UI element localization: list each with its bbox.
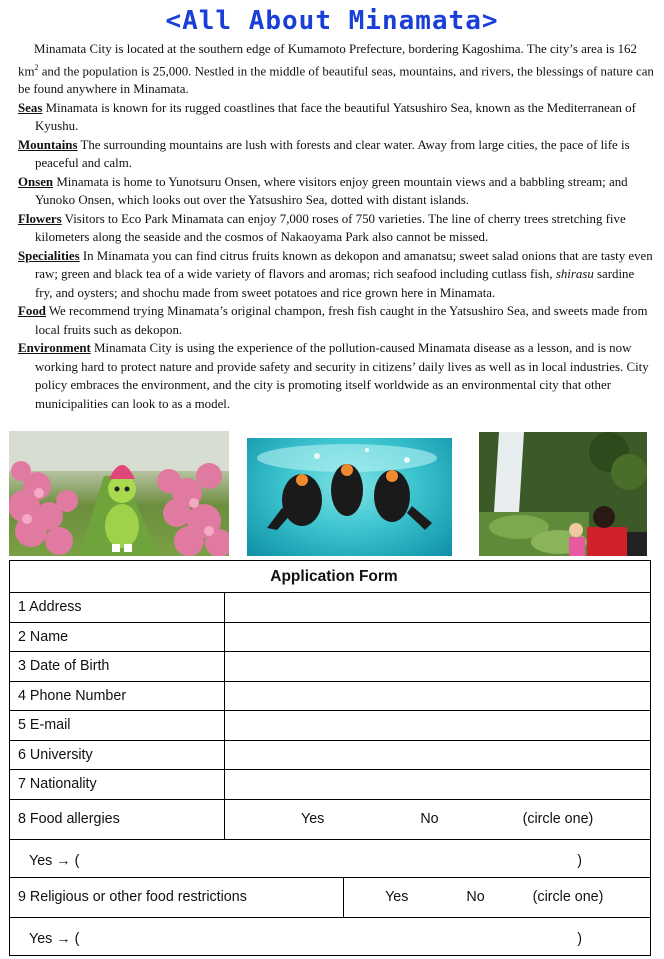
application-form — [9, 560, 651, 956]
intro-paragraph — [18, 40, 654, 99]
diving-image — [247, 438, 452, 556]
diving-photo — [247, 438, 452, 556]
section-text: We recommend trying Minamata’s original champon, fresh fish caught in the Yatsushiro Sea, and sweets made from local fruits such as dekopon. — [35, 304, 648, 337]
section-heading: Specialities — [18, 248, 80, 263]
allergies-no-option[interactable]: No — [420, 811, 439, 827]
section-text: The surrounding mountains are lush with forests and clear water. Away from large cities, the pace of life is peaceful and calm. — [35, 137, 630, 171]
article-body — [18, 40, 654, 413]
allergies-close-paren: ) — [577, 853, 583, 869]
section-heading: Food — [18, 304, 46, 319]
restrictions-close-paren: ) — [577, 931, 583, 947]
intro-text-post: and the population is 25,000. Nestled in the middle of beautiful seas, mountains, and rivers, the blessings of nature can be found anywhere in Minamata. — [18, 63, 654, 97]
section-text-italic: shirasu — [555, 267, 594, 282]
restrictions-circle-note: (circle one) — [532, 889, 604, 905]
field-label-nationality: 7 Nationality — [10, 770, 225, 800]
section-text: Minamata is known for its rugged coastlines that face the beautiful Yatsushiro Sea, known as the Mediterranean of Kyushu. — [35, 100, 636, 134]
field-label-name: 2 Name — [10, 622, 225, 652]
section-heading: Mountains — [18, 137, 78, 152]
date-of-birth-input[interactable] — [225, 652, 651, 682]
section-seas — [18, 99, 654, 136]
form-title: Application Form — [10, 561, 651, 593]
section-text: Visitors to Eco Park Minamata can enjoy 7,000 roses of 750 varieties. The line of cherry trees stretching five kilometers along the seaside and the cosmos of Nakaoyama Park also cannot be missed. — [35, 211, 626, 245]
restrictions-detail-input[interactable] — [83, 925, 573, 943]
waterfall-image — [479, 432, 647, 556]
restrictions-yes-detail-label: Yes → ( — [29, 931, 80, 947]
section-text: sardine fry, and oysters; and shochu made from sweet potatoes and rice grown here in Minamata. — [35, 267, 635, 300]
allergies-circle-note: (circle one) — [522, 811, 594, 827]
section-onsen — [18, 173, 654, 210]
allergies-yes-option[interactable]: Yes — [301, 811, 325, 827]
section-heading: Onsen — [18, 174, 54, 189]
field-label-university: 6 University — [10, 740, 225, 770]
section-heading: Seas — [18, 100, 43, 115]
section-text: Minamata City is using the experience of the pollution-caused Minamata disease as a lesson, and is now working hard to protect nature and provide safety and security in citizens’ daily lives as well as in local industries. City policy embraces the environment, and the city is promoting itself worldwide as an environmental city that other municipalities can look to as a model. — [35, 341, 649, 411]
section-specialities — [18, 247, 654, 303]
field-label-email: 5 E-mail — [10, 711, 225, 741]
allergies-detail-row — [10, 839, 651, 877]
rose-garden-image — [9, 431, 229, 556]
allergies-choice — [225, 799, 651, 839]
field-label-address: 1 Address — [10, 593, 225, 623]
name-input[interactable] — [225, 622, 651, 652]
phone-number-input[interactable] — [225, 681, 651, 711]
rose-garden-photo — [9, 431, 229, 556]
intro-superscript: 2 — [34, 62, 39, 72]
restrictions-choice — [344, 877, 651, 917]
field-label-phone: 4 Phone Number — [10, 681, 225, 711]
restrictions-yes-option[interactable]: Yes — [385, 889, 409, 905]
university-input[interactable] — [225, 740, 651, 770]
waterfall-photo — [479, 432, 647, 556]
section-environment — [18, 339, 654, 413]
field-label-dob: 3 Date of Birth — [10, 652, 225, 682]
section-heading: Environment — [18, 341, 91, 356]
intro-text-pre: Minamata City is located at the southern edge of Kumamoto Prefecture, bordering Kagoshima. The city’s area is 162 km — [18, 42, 637, 78]
page-title: <All About Minamata> — [165, 6, 499, 36]
field-label-restrictions: 9 Religious or other food restrictions — [10, 877, 344, 917]
section-text: In Minamata you can find citrus fruits known as dekopon and amanatsu; sweet salad onions that are tasty even raw; green and black tea of a wide variety of flavors and aromas; rich seafood including cutlass fish, — [35, 248, 653, 282]
section-mountains — [18, 136, 654, 173]
allergies-detail-input[interactable] — [83, 847, 573, 865]
address-input[interactable] — [225, 593, 651, 623]
allergies-yes-detail-label: Yes → ( — [29, 853, 80, 869]
section-text: Minamata is home to Yunotsuru Onsen, where visitors enjoy green mountain views and a babbling stream; and Yunoko Onsen, which looks out over the Yatsushiro Sea, dotted with distant islands. — [35, 174, 628, 208]
field-label-allergies: 8 Food allergies — [10, 799, 225, 839]
restrictions-no-option[interactable]: No — [466, 889, 485, 905]
email-input[interactable] — [225, 711, 651, 741]
section-food — [18, 302, 654, 339]
section-flowers — [18, 210, 654, 247]
restrictions-detail-row — [10, 917, 651, 955]
nationality-input[interactable] — [225, 770, 651, 800]
section-heading: Flowers — [18, 211, 62, 226]
